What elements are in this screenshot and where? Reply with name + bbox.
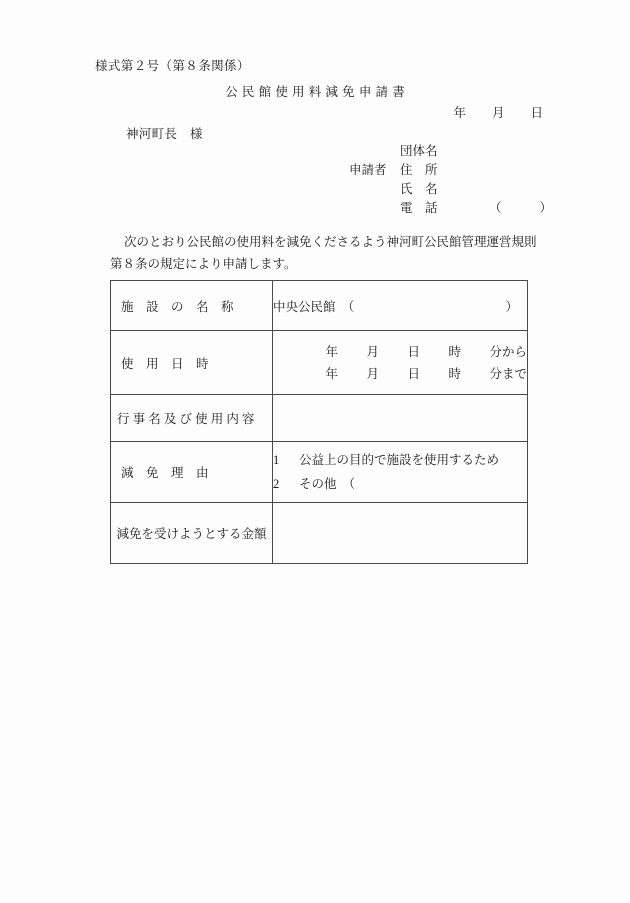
phone-paren-open: （ xyxy=(489,201,502,215)
applicant-label-organization: 団体名 xyxy=(400,144,438,158)
usage-datetime-label: 使 用 日 時 xyxy=(121,356,209,371)
reason-option-1[interactable] xyxy=(273,448,527,472)
end-month: 月 xyxy=(366,366,379,381)
table-row-reduction-reason xyxy=(111,442,528,503)
table-label-facility-name xyxy=(111,281,273,331)
body-paragraph-line1: 次のとおり公民館の使用料を減免くださるよう神河町公民館管理運営規則第８条の規 xyxy=(110,235,537,271)
start-minute: 分から xyxy=(489,344,527,359)
table-row-event-name xyxy=(111,395,528,442)
applicant-tag: 申請者 xyxy=(349,163,387,177)
event-name-label: 行 事 名 及 び 使 用 内 容 xyxy=(117,412,255,426)
table-value-reduction-amount[interactable] xyxy=(273,503,528,564)
application-table xyxy=(110,280,528,564)
reason-option-1-number: 1 xyxy=(273,453,280,467)
applicant-block xyxy=(349,142,552,218)
end-hour: 時 xyxy=(448,366,461,381)
reason-option-2-text: その他 xyxy=(299,477,337,491)
end-day: 日 xyxy=(407,366,420,381)
form-code: 様式第２号（第８条関係） xyxy=(95,59,250,73)
facility-name-label: 施 設 の 名 称 xyxy=(121,299,234,314)
date-year: 年 xyxy=(453,106,466,120)
body-paragraph-line2: 定により申請します。 xyxy=(172,257,297,271)
table-label-reduction-amount xyxy=(111,503,273,564)
facility-name-prefix: 中央公民館 （ xyxy=(273,299,355,314)
table-value-usage-datetime[interactable] xyxy=(273,331,528,395)
reason-option-2-paren-open: （ xyxy=(342,477,356,491)
table-row-usage-datetime xyxy=(111,331,528,395)
applicant-label-address: 住 所 xyxy=(400,163,438,177)
facility-name-paren-close: ） xyxy=(505,299,518,314)
table-row-reduction-amount xyxy=(111,503,528,564)
start-year: 年 xyxy=(325,344,338,359)
end-year: 年 xyxy=(325,366,338,381)
end-minute: 分まで xyxy=(489,366,527,381)
reason-option-1-text: 公益上の目的で施設を使用するため xyxy=(299,453,500,467)
usage-datetime-start-line xyxy=(273,341,527,363)
reduction-amount-label: 減免を受けようとする金額 xyxy=(116,527,267,541)
body-paragraph xyxy=(110,231,540,275)
reason-option-2-number: 2 xyxy=(273,477,280,491)
applicant-row-name xyxy=(349,180,552,199)
reduction-reason-label: 減 免 理 由 xyxy=(121,466,209,480)
table-value-event-name[interactable] xyxy=(273,395,528,442)
page-title: 公民館使用料減免申請書 xyxy=(225,85,409,99)
start-day: 日 xyxy=(407,344,420,359)
date-month: 月 xyxy=(491,106,505,120)
reason-option-2[interactable] xyxy=(273,472,527,496)
table-label-reduction-reason xyxy=(111,442,273,503)
phone-paren-close: ） xyxy=(539,201,553,215)
addressee: 神河町長 様 xyxy=(126,127,203,141)
usage-datetime-end-line xyxy=(273,363,527,385)
date-line xyxy=(0,103,543,121)
applicant-row-address xyxy=(349,161,552,180)
table-row-facility-name xyxy=(111,281,528,331)
table-value-reduction-reason[interactable] xyxy=(273,442,528,503)
applicant-row-phone xyxy=(349,199,552,218)
start-month: 月 xyxy=(366,344,379,359)
table-label-event-name xyxy=(111,395,273,442)
start-hour: 時 xyxy=(448,344,461,359)
applicant-label-phone: 電 話 xyxy=(400,201,438,215)
date-day: 日 xyxy=(530,106,543,120)
table-value-facility-name[interactable] xyxy=(273,281,528,331)
applicant-label-name: 氏 名 xyxy=(400,182,438,196)
table-label-usage-datetime xyxy=(111,331,273,395)
applicant-row-organization xyxy=(349,142,552,161)
